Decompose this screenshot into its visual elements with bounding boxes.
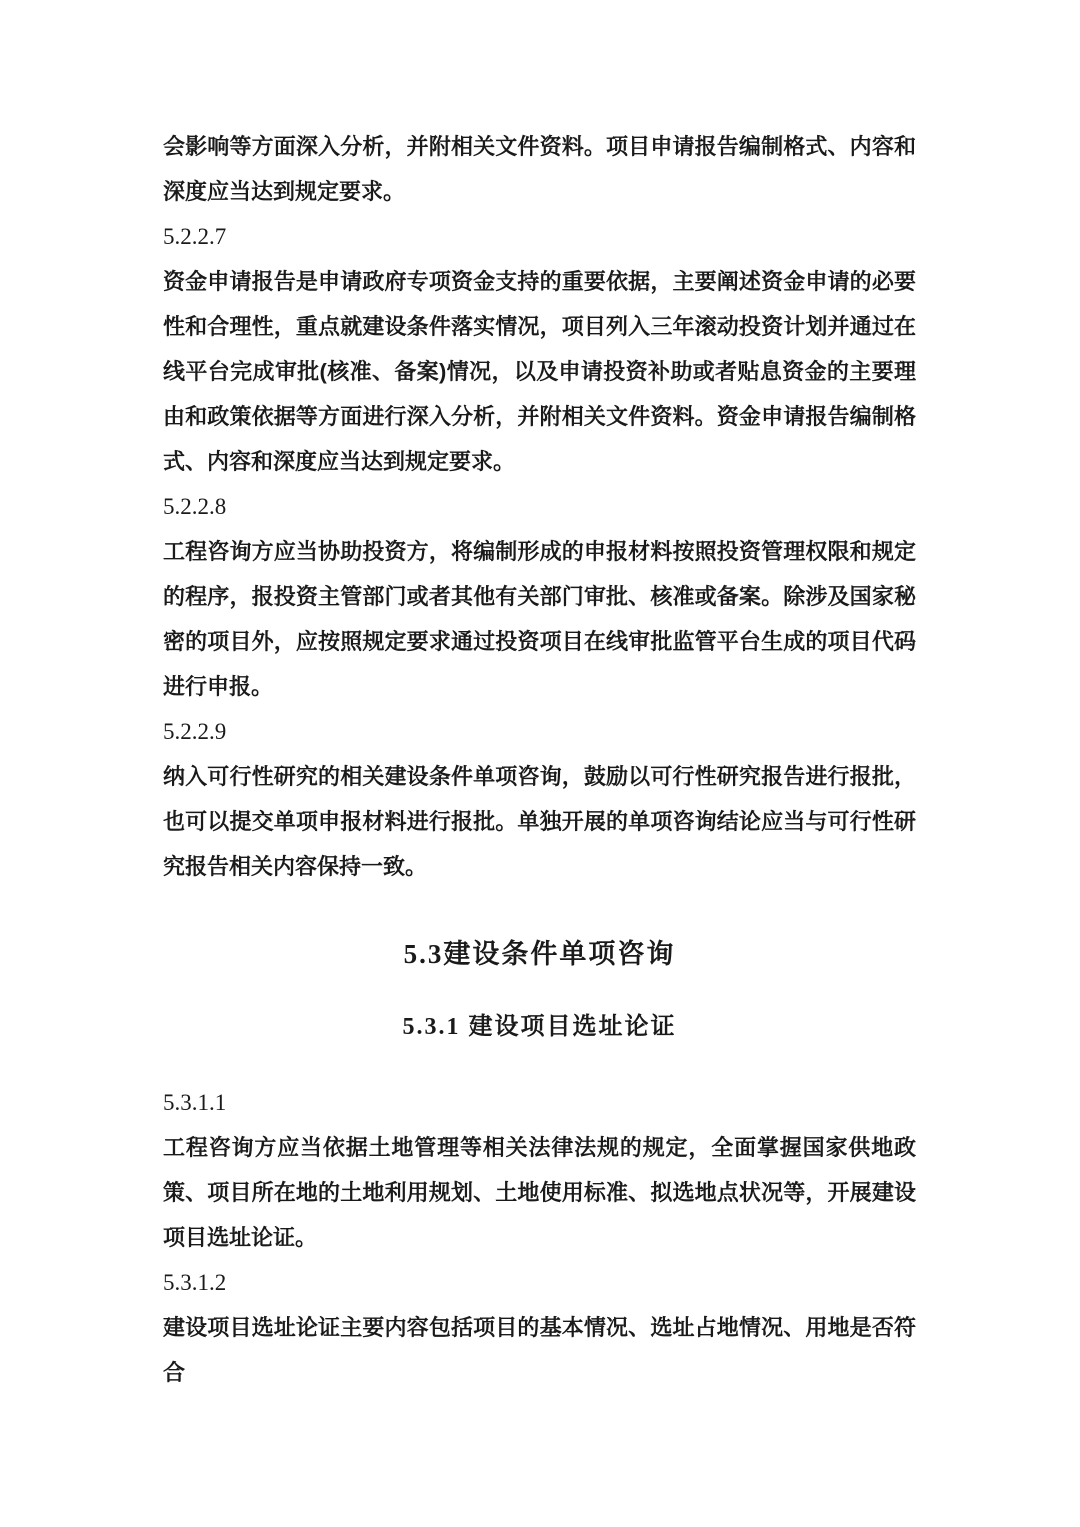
- clause-number-5-3-1-1: 5.3.1.1: [163, 1090, 227, 1115]
- body-paragraph: 资金申请报告是申请政府专项资金支持的重要依据，主要阐述资金申请的必要性和合理性，重点就建设条件落实情况，项目列入三年滚动投资计划并通过在线平台完成审批(核准、备案)情况，以及申请投资补助或者贴息资金的主要理由和政策依据等方面进行深入分析，并附相关文件资料。资金申请报告编制格式、内容和深度应当达到规定要求。: [163, 269, 916, 474]
- clause-number-5-2-2-9: 5.2.2.9: [163, 719, 227, 744]
- clause-number-5-2-2-8: 5.2.2.8: [163, 494, 227, 519]
- section-heading-5-3: 5.3建设条件单项咨询: [403, 939, 676, 969]
- subsection-heading-5-3-1: 5.3.1 建设项目选址论证: [402, 1014, 677, 1040]
- body-paragraph-continued: 会影响等方面深入分析，并附相关文件资料。项目申请报告编制格式、内容和深度应当达到规定要求。: [163, 134, 916, 204]
- clause-number-5-3-1-2: 5.3.1.2: [163, 1270, 227, 1295]
- document-content: [163, 124, 916, 1395]
- body-paragraph: 纳入可行性研究的相关建设条件单项咨询，鼓励以可行性研究报告进行报批，也可以提交单项申报材料进行报批。单独开展的单项咨询结论应当与可行性研究报告相关内容保持一致。: [163, 764, 916, 879]
- body-paragraph: 工程咨询方应当依据土地管理等相关法律法规的规定，全面掌握国家供地政策、项目所在地的土地利用规划、土地使用标准、拟选地点状况等，开展建设项目选址论证。: [163, 1135, 916, 1250]
- body-paragraph: 建设项目选址论证主要内容包括项目的基本情况、选址占地情况、用地是否符合: [163, 1315, 916, 1385]
- body-paragraph: 工程咨询方应当协助投资方，将编制形成的申报材料按照投资管理权限和规定的程序，报投资主管部门或者其他有关部门审批、核准或备案。除涉及国家秘密的项目外，应按照规定要求通过投资项目在线审批监管平台生成的项目代码进行申报。: [163, 539, 916, 699]
- clause-number-5-2-2-7: 5.2.2.7: [163, 224, 227, 249]
